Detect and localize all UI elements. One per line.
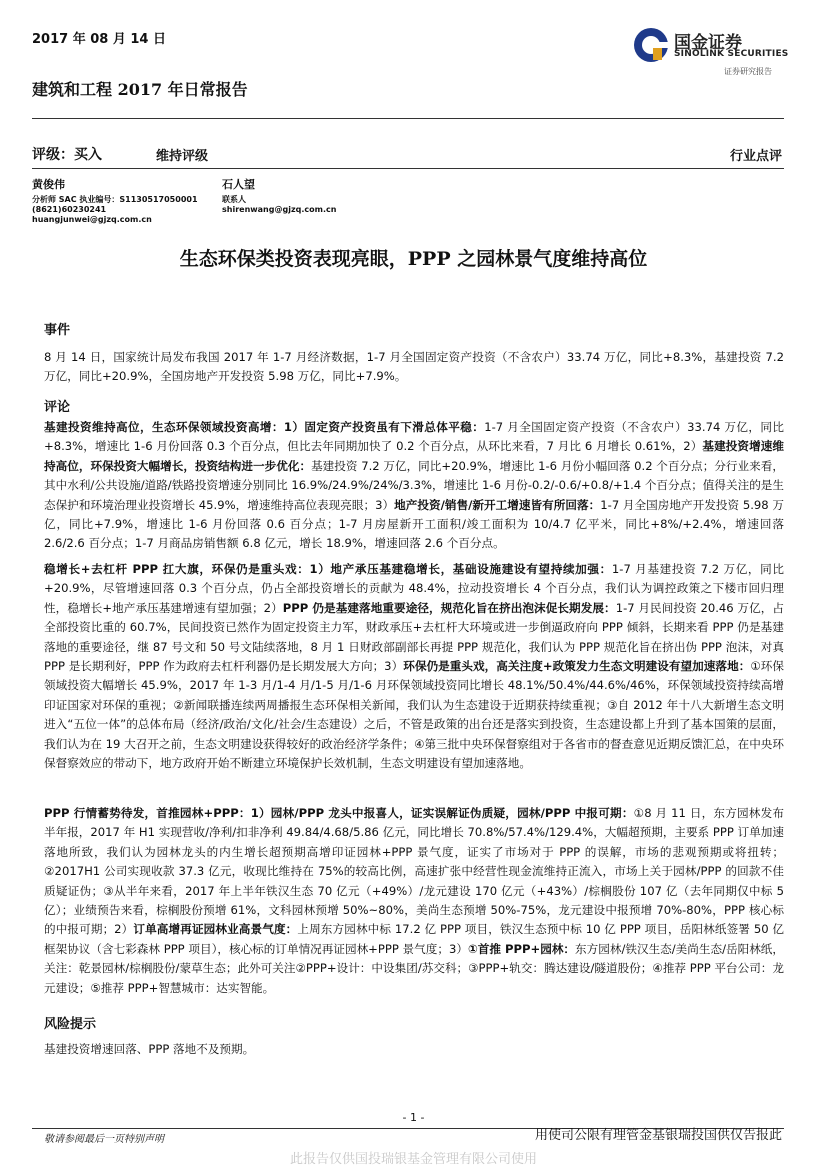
comment-paragraph-1: 基建投资维持高位，生态环保领域投资高增：1）固定资产投资虽有下滑总体平稳：1-7 月全国固定资产投资（不含农户）33.74 万亿，同比+8.3%，增速比 1-6 月份回落 0.3 个百分点，但比去年同期加快了 0.2 个百分点，从环比来看，7 月比 6 月增长 0.61%，2）基建投资增速维持高位，环保投资大幅增长，投资结构进一步优化：基建投资 7.2 万亿，同比+20.9%，增速比 1-6 月份小幅回落 0.2 个百分点；分行业来看，其中水利/公共设施/道路/铁路投资增速分别同比 16.9%/24.9%/24%/3.3%，增速比 1-6 月份-0.2/-0.6/+0.8/+1.4 个百分点；值得关注的是生态保护和环境治理业投资增长 45.9%，增速维持高位表现亮眼；3）地产投资/销售/新开工增速皆有所回落：1-7 月全国房地产开发投资 5.98 万亿，同比+7.9%，增速比 1-6 月份回落 0.6 百分点；1-7 月房屋新开工面积/竣工面积为 10/4.7 亿平米，同比+8%/+2.4%，增速回落 2.6/2.6 百分点；1-7 月商品房销售额 6.8 亿元，增长 18.9%，增速回落 2.6 个百分点。 — [44, 420, 784, 551]
disclaimer-note: 敬请参阅最后一页特别声明 — [44, 1134, 164, 1145]
rating: 评级：买入 — [32, 147, 102, 163]
report-type: 行业点评 — [729, 149, 782, 164]
analyst-email: shirenwang@gjzq.com.cn — [222, 205, 337, 214]
event-heading: 事件 — [44, 323, 71, 338]
comment-paragraph-2: 稳增长+去杠杆 PPP 扛大旗，环保仍是重头戏：1）地产承压基建稳增长，基础设施建设有望持续加强：1-7 月基建投资 7.2 万亿，同比+20.9%，尽管增速回落 0.3 个百分点，仍占全部投资增长的贡献为 48.4%，拉动投资增长 4 个百分点，我们认为调控政策之下楼市回归理性，稳增长+地产承压基建增速有望加强；2）PPP 仍是基建落地重要途径，规范化旨在挤出泡沫促长期发展：1-7 月民间投资 20.46 万亿，占全部投资比重的 60.7%，民间投资已然作为固定投资主力军，财政承压+去杠杆大环境或进一步倒逼政府向 PPP 倾斜，长期来看 PPP 仍是基建落地的重要途径，继 87 号文和 50 号文陆续落地，8 月 1 日财政部副部长再提 PPP 规范化，我们认为 PPP 规范化旨在挤出伪 PPP 泡沫，对真 PPP 是长期利好，PPP 作为政府去杠杆利器仍是长期发展大方向；3）环保仍是重头戏，高关注度+政策发力生态文明建设有望加速落地：①环保领域投资大幅增长 45.9%，2017 年 1-3 月/1-4 月/1-5 月/1-6 月环保领域投资同比增长 48.1%/50.4%/44.6%/46%，环保领域投资持续高增印证国家对环保的重视；②新闻联播连续两周播报生态环保相关新闻，我们认为生态建设于近期获持续重视；③自 2012 年十八大新增生态文明进入“五位一体”的总体布局（经济/政治/文化/社会/生态建设）之后，不管是政策的出台还是落实到投资，生态建设都上升到了基本国策的层面，我们认为在 19 大召开之前，生态文明建设获得较好的政治经济学条件；④第三批中央环保督察组对于各省市的督查意见近期反馈汇总，在中央环保督察效应的带动下，地方政府开始不断建立环境保护长效机制，生态文明建设有望加速落地。 — [44, 562, 785, 771]
main-title: 生态环保类投资表现亮眼，PPP 之园林景气度维持高位 — [179, 248, 648, 270]
report-date: 2017 年 08 月 14 日 — [32, 32, 166, 47]
event-paragraph: 8 月 14 日，国家统计局发布我国 2017 年 1-7 月经济数据，1-7 月全国固定资产投资（不含农户）33.74 万亿，同比+8.3%，基建投资 7.2 万亿，同比+20.9%，全国房地产开发投资 5.98 万亿，同比+7.9%。 — [44, 350, 784, 384]
report-series-title: 建筑和工程 2017 年日常报告 — [32, 80, 248, 99]
footer-side-text: 用使司公限有理管金基银瑞投国供仅告报此 — [534, 1128, 782, 1143]
risk-paragraph: 基建投资增速回落、PPP 落地不及预期。 — [44, 1042, 255, 1056]
analyst-1 — [32, 176, 198, 225]
logo-name-en: SINOLINK SECURITIES — [674, 49, 789, 59]
analyst-license: 分析师 SAC 执业编号：S1130517050001 — [32, 195, 198, 204]
analyst-name: 石人望 — [222, 178, 255, 191]
analyst-email: huangjunwei@gjzq.com.cn — [32, 215, 152, 224]
analyst-2 — [222, 176, 336, 215]
rating-note: 维持评级 — [156, 149, 209, 164]
analyst-role: 联系人 — [222, 195, 246, 204]
watermark: 此报告仅供国投瑞银基金管理有限公司使用 — [289, 1152, 537, 1167]
comment-heading: 评论 — [44, 400, 71, 415]
header-divider — [32, 118, 784, 119]
rating-divider — [32, 168, 784, 169]
risk-heading: 风险提示 — [44, 1017, 97, 1032]
analyst-name: 黄俊伟 — [32, 178, 65, 191]
sinolink-logo-icon — [632, 26, 670, 64]
page-number: - 1 - — [402, 1111, 425, 1124]
comment-paragraph-3: PPP 行情蓄势待发，首推园林+PPP：1）园林/PPP 龙头中报喜人，证实误解证伪质疑，园林/PPP 中报可期：①8 月 11 日，东方园林发布半年报，2017 年 H1 实现营收/净利/扣非净利 49.84/4.68/5.86 亿元，同比增长 70.8%/57.4%/129.4%，大幅超预期，主要系 PPP 订单加速落地所致，我们认为园林龙头的内生增长超预期高增印证园林+PPP 景气度，证实了市场对于 PPP 的误解，市场的悲观预期或将扭转；②2017H1 公司实现收款 37.3 亿元，收现比维持在 75%的较高比例，高速扩张中经营性现金流维持正流入，市场上关于园林/PPP 的回款不佳质疑证伪；③从半年来看，2017 年上半年铁汉生态 70 亿元（+49%）/龙元建设 170 亿元（+43%）/棕榈股份 107 亿（去年同期仅中标 5 亿）；业绩预告来看，棕榈股份预增 61%，文科园林预增 50%~80%，美尚生态预增 50%-75%，龙元建设中报预增 70%-80%，PPP 核心标的中报可期；2）订单高增再证园林业高景气度：上周东方园林中标 17.2 亿 PPP 项目，铁汉生态预中标 10 亿 PPP 项目，岳阳林纸签署 50 亿框架协议（含七彩森林 PPP 项目），核心标的订单情况再证园林+PPP 景气度；3）①首推 PPP+园林：东方园林/铁汉生态/美尚生态/岳阳林纸，关注：乾景园林/棕榈股份/蒙草生态；此外可关注②PPP+设计：中设集团/苏交科；③PPP+轨交：腾达建设/隧道股份；④推荐 PPP 平台公司：龙元建设；⑤推荐 PPP+智慧城市：达实智能。 — [44, 806, 784, 995]
analyst-phone: (8621)60230241 — [32, 205, 107, 214]
logo-name-cn: 国金证券 — [674, 33, 742, 53]
logo-subtitle: 证券研究报告 — [724, 67, 772, 76]
